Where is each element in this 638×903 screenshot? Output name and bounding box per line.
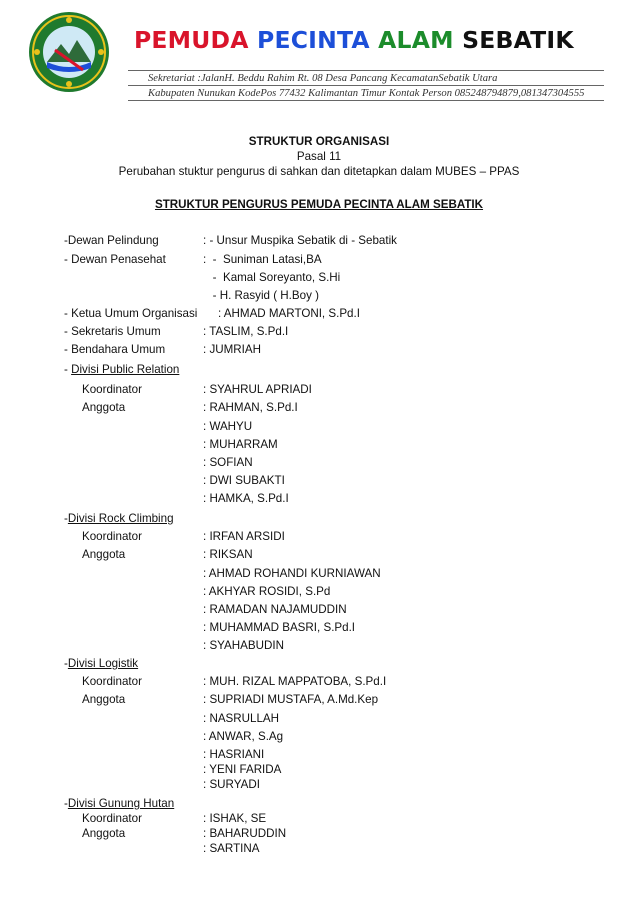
row-value: : - Suniman Latasi,BA xyxy=(203,253,322,266)
row-label: Koordinator xyxy=(82,812,142,825)
row-value: : ISHAK, SE xyxy=(203,812,267,825)
row-value: : SOFIAN xyxy=(203,456,253,469)
row-label: - Sekretaris Umum xyxy=(64,325,161,338)
row-value: : SUPRIADI MUSTAFA, A.Md.Kep xyxy=(203,693,379,706)
document-pasal: Pasal 11 xyxy=(296,150,342,163)
address-line-2: Kabupaten Nunukan KodePos 77432 Kalimantan Timur Kontak Person 085248794879,081347304555 xyxy=(148,88,585,99)
address-line-1: Sekretariat :JalanH. Beddu Rahim Rt. 08 Desa Pancang KecamatanSebatik Utara xyxy=(148,73,498,84)
division-heading: Divisi Rock Climbing xyxy=(67,512,174,525)
row-value: : BAHARUDDIN xyxy=(203,827,287,840)
row-value: : SURYADI xyxy=(203,778,260,791)
organization-logo xyxy=(27,10,111,94)
row-value: : RAHMAN, S.Pd.I xyxy=(203,401,298,414)
row-value: : MUHARRAM xyxy=(203,438,278,451)
organization-name xyxy=(134,26,574,54)
row-label: Anggota xyxy=(82,827,126,840)
row-value: : RIKSAN xyxy=(203,548,253,561)
row-value: : AKHYAR ROSIDI, S.Pd xyxy=(203,585,331,598)
row-label: Koordinator xyxy=(82,530,142,543)
document-subtitle: Perubahan stuktur pengurus di sahkan dan ditetapkan dalam MUBES – PPAS xyxy=(118,165,520,178)
org-name-word-4: SEBATIK xyxy=(462,26,574,54)
row-label: Koordinator xyxy=(82,383,142,396)
row-label: - Divisi Public Relation xyxy=(64,363,180,376)
row-label: Koordinator xyxy=(82,675,142,688)
row-label: -Dewan Pelindung xyxy=(64,234,159,247)
org-name-word-2: PECINTA xyxy=(257,26,370,54)
header-rule-top xyxy=(128,70,604,71)
row-label: Anggota xyxy=(82,401,126,414)
row-label: - Bendahara Umum xyxy=(64,343,166,356)
row-value: : JUMRIAH xyxy=(203,343,261,356)
row-value: : HAMKA, S.Pd.I xyxy=(203,492,289,505)
row-value: : SYAHABUDIN xyxy=(203,639,284,652)
row-value: : MUH. RIZAL MAPPATOBA, S.Pd.I xyxy=(203,675,387,688)
org-name-word-3: ALAM xyxy=(378,26,454,54)
row-value: : SYAHRUL APRIADI xyxy=(203,383,312,396)
row-value: : YENI FARIDA xyxy=(203,763,282,776)
header-rule-bottom xyxy=(128,100,604,101)
org-name-word-1: PEMUDA xyxy=(134,26,249,54)
header-rule-middle xyxy=(128,85,604,86)
row-label: -Divisi Gunung Hutan xyxy=(64,797,175,810)
row-label: - Ketua Umum Organisasi xyxy=(64,307,198,320)
row-label: -Divisi Rock Climbing xyxy=(64,512,174,525)
row-value: : NASRULLAH xyxy=(203,712,280,725)
row-value: : AHMAD ROHANDI KURNIAWAN xyxy=(203,567,381,580)
row-value: : HASRIANI xyxy=(203,748,265,761)
row-value: : ANWAR, S.Ag xyxy=(203,730,284,743)
row-value: : SARTINA xyxy=(203,842,260,855)
row-value: - H. Rasyid ( H.Boy ) xyxy=(203,289,319,302)
section-title: STRUKTUR PENGURUS PEMUDA PECINTA ALAM SEBATIK xyxy=(154,198,484,211)
row-label: Anggota xyxy=(82,693,126,706)
row-value: : MUHAMMAD BASRI, S.Pd.I xyxy=(203,621,356,634)
row-label: -Divisi Logistik xyxy=(64,657,139,670)
row-value: : DWI SUBAKTI xyxy=(203,474,285,487)
row-label: Anggota xyxy=(82,548,126,561)
row-value: : IRFAN ARSIDI xyxy=(203,530,285,543)
division-heading: Divisi Logistik xyxy=(67,657,139,670)
document-title: STRUKTUR ORGANISASI xyxy=(248,135,390,148)
division-heading: Divisi Gunung Hutan xyxy=(67,797,175,810)
division-heading: Divisi Public Relation xyxy=(71,363,180,376)
row-value: - Kamal Soreyanto, S.Hi xyxy=(203,271,341,284)
row-value: : AHMAD MARTONI, S.Pd.I xyxy=(218,307,360,320)
row-label: - Dewan Penasehat xyxy=(64,253,166,266)
row-value: : RAMADAN NAJAMUDDIN xyxy=(203,603,347,616)
row-value: : WAHYU xyxy=(203,420,253,433)
row-value: : TASLIM, S.Pd.I xyxy=(203,325,289,338)
row-value: : - Unsur Muspika Sebatik di - Sebatik xyxy=(203,234,397,247)
